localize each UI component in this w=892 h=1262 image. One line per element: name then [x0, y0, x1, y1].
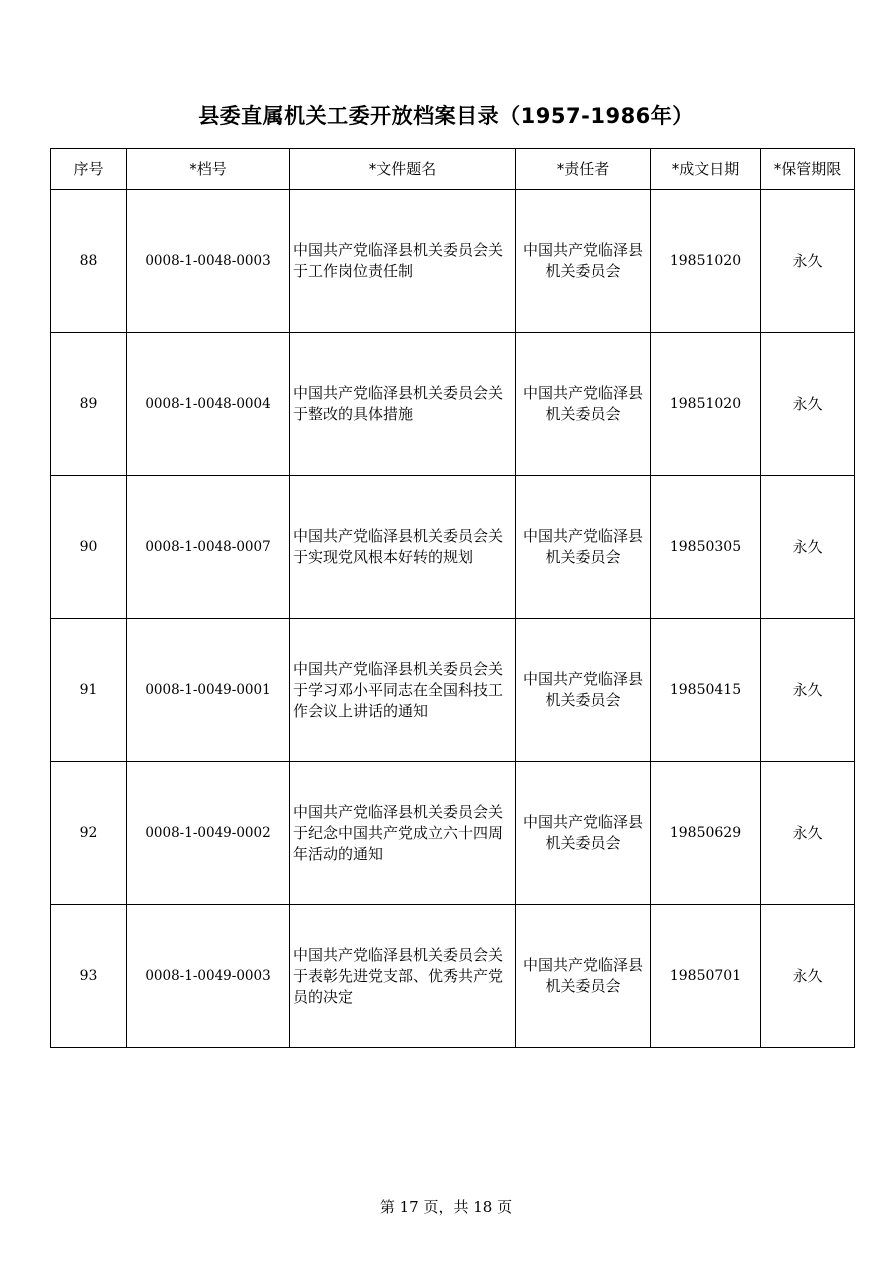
cell-archive-no: 0008-1-0049-0003: [127, 905, 290, 1048]
cell-doc-title: 中国共产党临泽县机关委员会关于纪念中国共产党成立六十四周年活动的通知: [290, 762, 516, 905]
table-row: [51, 476, 855, 619]
table-row: [51, 190, 855, 333]
cell-seq: 90: [51, 476, 127, 619]
cell-doc-title: 中国共产党临泽县机关委员会关于表彰先进党支部、优秀共产党员的决定: [290, 905, 516, 1048]
header-date: *成文日期: [651, 149, 761, 190]
table-row: [51, 762, 855, 905]
cell-doc-title: 中国共产党临泽县机关委员会关于实现党风根本好转的规划: [290, 476, 516, 619]
cell-archive-no: 0008-1-0048-0003: [127, 190, 290, 333]
cell-seq: 89: [51, 333, 127, 476]
cell-date: 19851020: [651, 333, 761, 476]
table-row: [51, 619, 855, 762]
cell-responsible: 中国共产党临泽县机关委员会: [516, 476, 651, 619]
archive-catalog-table: [50, 148, 855, 1048]
cell-archive-no: 0008-1-0049-0002: [127, 762, 290, 905]
table-header-row: [51, 149, 855, 190]
cell-archive-no: 0008-1-0048-0004: [127, 333, 290, 476]
header-responsible: *责任者: [516, 149, 651, 190]
cell-retention: 永久: [761, 333, 855, 476]
cell-date: 19850415: [651, 619, 761, 762]
cell-date: 19850305: [651, 476, 761, 619]
table-row: [51, 333, 855, 476]
cell-seq: 91: [51, 619, 127, 762]
cell-responsible: 中国共产党临泽县机关委员会: [516, 619, 651, 762]
cell-responsible: 中国共产党临泽县机关委员会: [516, 190, 651, 333]
cell-date: 19851020: [651, 190, 761, 333]
cell-doc-title: 中国共产党临泽县机关委员会关于工作岗位责任制: [290, 190, 516, 333]
header-seq: 序号: [51, 149, 127, 190]
cell-responsible: 中国共产党临泽县机关委员会: [516, 762, 651, 905]
cell-responsible: 中国共产党临泽县机关委员会: [516, 333, 651, 476]
cell-archive-no: 0008-1-0049-0001: [127, 619, 290, 762]
cell-archive-no: 0008-1-0048-0007: [127, 476, 290, 619]
header-retention: *保管期限: [761, 149, 855, 190]
cell-doc-title: 中国共产党临泽县机关委员会关于学习邓小平同志在全国科技工作会议上讲话的通知: [290, 619, 516, 762]
cell-date: 19850629: [651, 762, 761, 905]
cell-retention: 永久: [761, 762, 855, 905]
header-archive-no: *档号: [127, 149, 290, 190]
cell-seq: 88: [51, 190, 127, 333]
page-title: 县委直属机关工委开放档案目录（1957-1986年）: [198, 104, 694, 128]
header-doc-title: *文件题名: [290, 149, 516, 190]
table-row: [51, 905, 855, 1048]
page-number-footer: 第 17 页，共 18 页: [379, 1198, 513, 1216]
cell-retention: 永久: [761, 905, 855, 1048]
cell-seq: 92: [51, 762, 127, 905]
cell-retention: 永久: [761, 476, 855, 619]
cell-doc-title: 中国共产党临泽县机关委员会关于整改的具体措施: [290, 333, 516, 476]
cell-seq: 93: [51, 905, 127, 1048]
cell-retention: 永久: [761, 190, 855, 333]
cell-date: 19850701: [651, 905, 761, 1048]
cell-retention: 永久: [761, 619, 855, 762]
cell-responsible: 中国共产党临泽县机关委员会: [516, 905, 651, 1048]
